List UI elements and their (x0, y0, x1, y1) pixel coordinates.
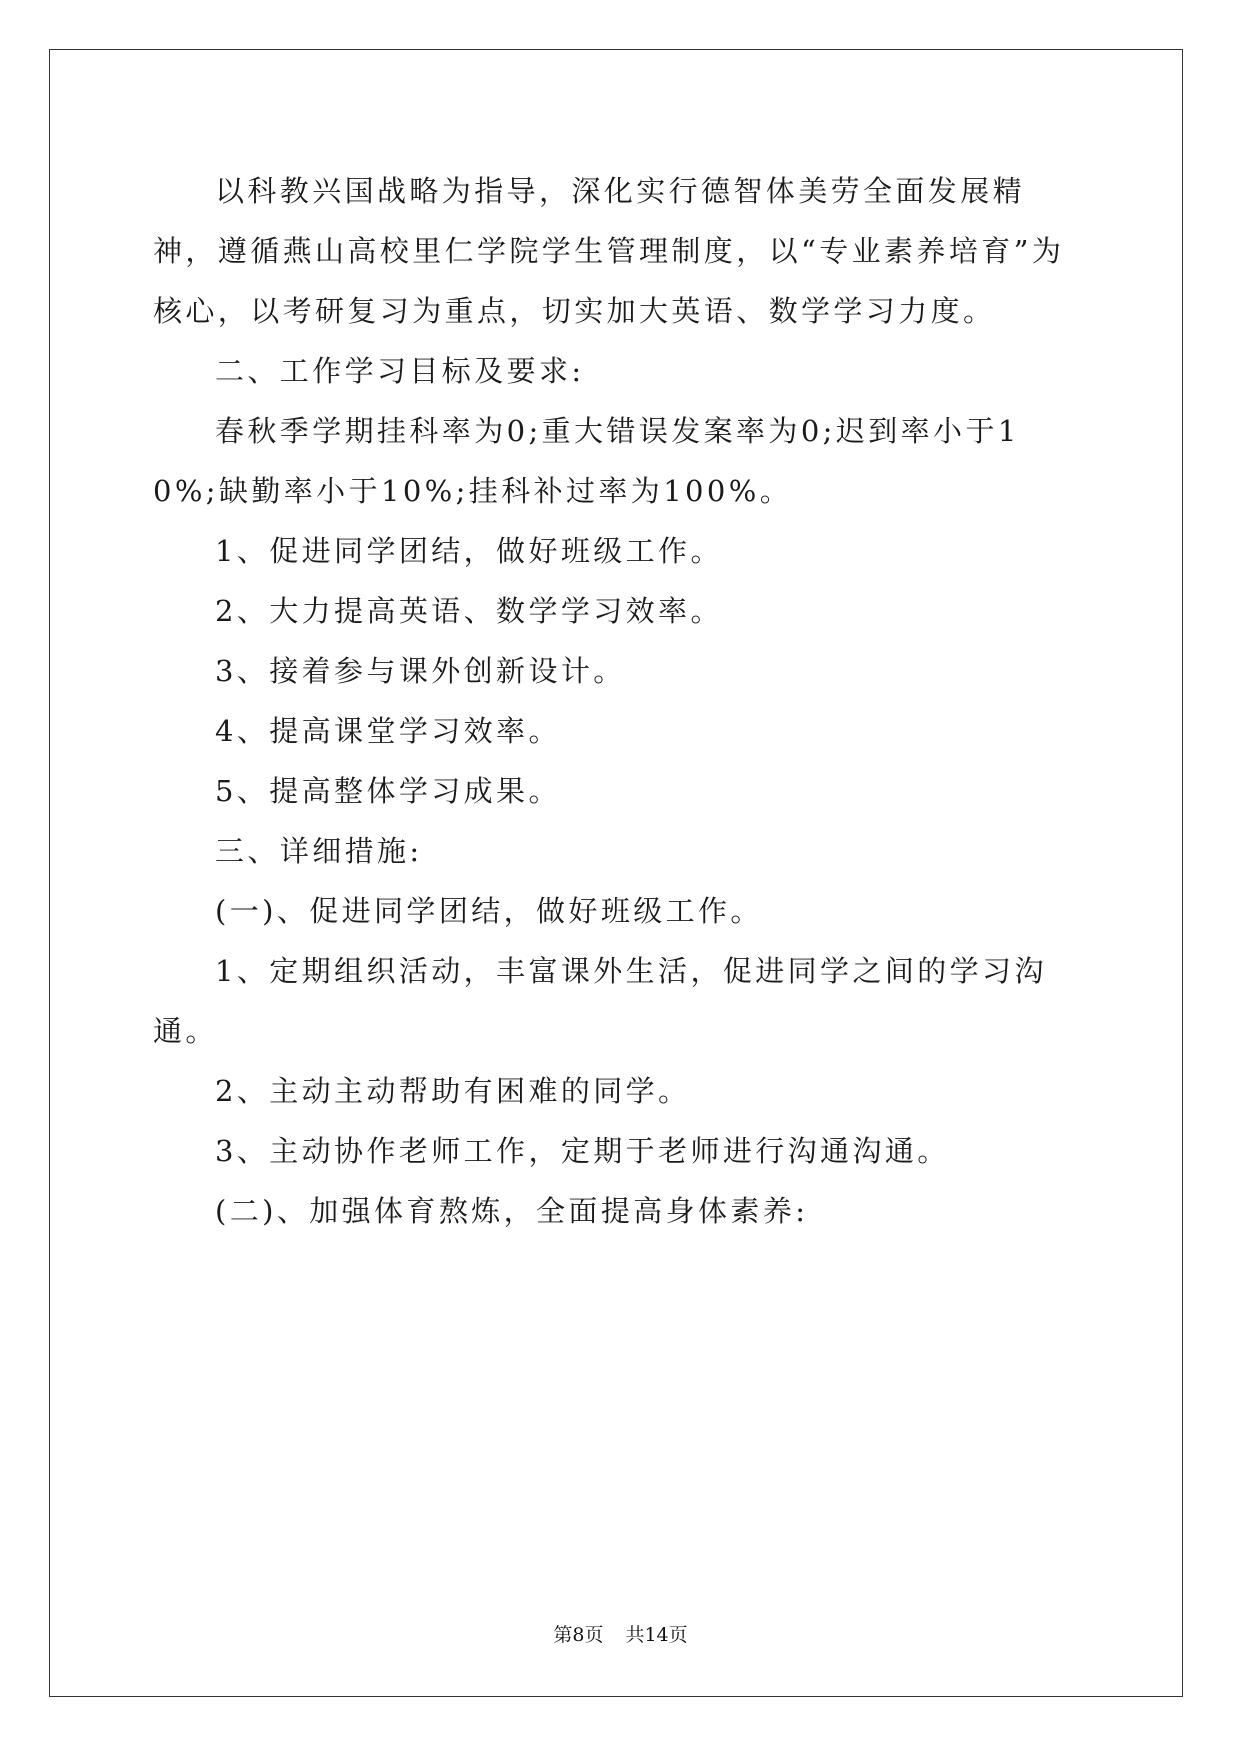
paragraph-intro: 以科教兴国战略为指导，深化实行德智体美劳全面发展精神，遵循燕山高校里仁学院学生管理制度，以“专业素养培育”为核心，以考研复习为重点，切实加大英语、数学学习力度。 (153, 174, 1065, 328)
list-item-goal-2: 2、大力提高英语、数学学习效率。 (215, 594, 723, 628)
list-item-measure-3: 3、主动协作老师工作，定期于老师进行沟通沟通。 (215, 1134, 950, 1168)
list-item-measure-1: 1、定期组织活动，丰富课外生活，促进同学之间的学习沟通。 (153, 954, 1047, 1048)
document-body (153, 161, 1085, 1241)
list-item-measure-2: 2、主动主动帮助有困难的同学。 (215, 1074, 691, 1108)
list-item-goal-4: 4、提高课堂学习效率。 (215, 714, 561, 748)
heading-goals: 二、工作学习目标及要求: (215, 354, 585, 388)
paragraph-targets: 春秋季学期挂科率为0;重大错误发案率为0;迟到率小于10%;缺勤率小于10%;挂科补过率为100%。 (153, 414, 1020, 508)
page-total: 共14页 (625, 1624, 688, 1646)
page-footer (0, 1620, 1241, 1647)
subheading-measure-2: (二)、加强体育熬炼，全面提高身体素养: (215, 1194, 809, 1228)
list-item-goal-5: 5、提高整体学习成果。 (215, 774, 561, 808)
list-item-goal-1: 1、促进同学团结，做好班级工作。 (215, 534, 723, 568)
subheading-measure-1: (一)、促进同学团结，做好班级工作。 (215, 894, 763, 928)
page-number: 第8页 (553, 1624, 604, 1646)
list-item-goal-3: 3、接着参与课外创新设计。 (215, 654, 626, 688)
heading-measures: 三、详细措施: (215, 834, 423, 868)
